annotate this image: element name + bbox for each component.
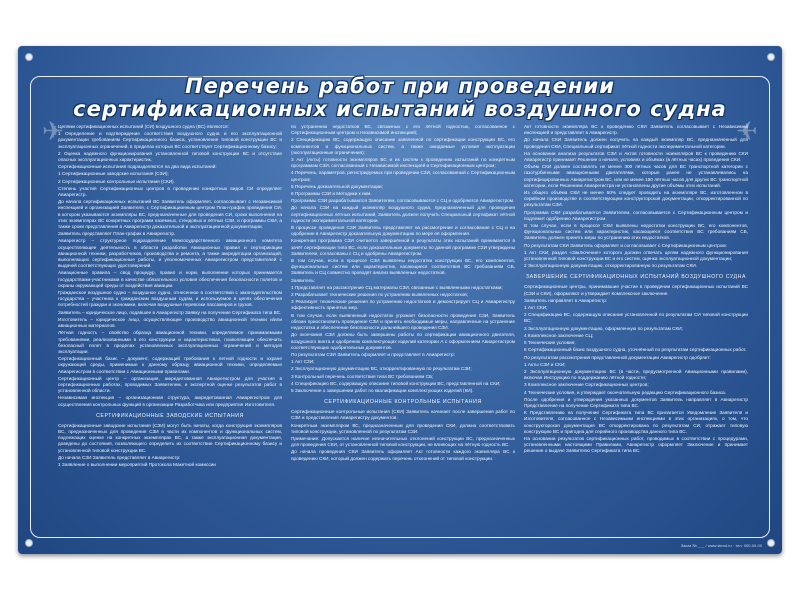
- paragraph: До начала сертификационных испытаний ВС Заявитель оформляет, согласовывает с Независимой инспекцией и организацией Заявителя, с Сертификационным центром План-график проведения СИ, в котором указываются экземпляры ВС, предназначенные для проведения СИ, сроки выполнения на этих экземплярах ВС конкретных программ наземных, стендовых и лётных СЗИ, и программы СКИ, а также сроки представления в Авиарегистр доказательной и эксплуатационной документации.: [58, 199, 282, 230]
- paragraph: 6 Сертификационный базис воздушного судна, уточнённый по результатам сертификационных работ.: [524, 347, 747, 353]
- paragraph: По результатам СКИ Заявитель оформляет и согласовывает с Сертификационным центром:: [524, 242, 727, 248]
- paragraph: 2 Эксплуатационную документацию ВС, откорректированную по результатам СЗИ;: [291, 366, 472, 372]
- paragraph: Сертификационный центр – организация, аккредитованная Авиарегистром для участия в сертификационных работах, проводимых Заявителем, и экспертной оценке результатов работ в установленной области.: [58, 375, 282, 394]
- paragraph: 2 Оценка надежного функционирования установленной типовой конструкции ВС и отсутствие опасных эксплуатационных характеристик.: [58, 150, 282, 163]
- paragraph: 1 Заявление о выполнении мероприятий Протокола Макетной комиссии: [58, 461, 216, 467]
- paragraph: 4 Комплексное заключение СЦ;: [524, 332, 594, 338]
- paragraph: 3 Акт (Акты) готовности экземпляров ВС и их систем к проведению испытаний по конкретным программам СЗИ, согласованный с Независимой инспекцией и Сертификационным центром;: [291, 157, 515, 169]
- paragraph: Степень участия Сертификационных центров в проведении конкретных видов СИ определяет Авиарегистр.: [58, 185, 282, 198]
- paragraph: В том случае, если в процессе СЗИ выявлены недостатки конструкции ВС, его компонентов, функциональных систем или характеристик, касающиеся соответствия ВС требованиям СБ, Заявитель и СЦ совместно проводят анализ выявленных недостатков.: [291, 258, 515, 276]
- paragraph: 2 Эксплуатационную документацию ВС (в части, предусмотренной Авиационными правилами), включая Инструкцию по поддержанию лётной годности;: [524, 368, 748, 381]
- poster-title-line-1: Перечень работ при проведении: [185, 74, 615, 98]
- paragraph: по устранению недостатков ВС, связанных с его лётной годностью, согласованное с Сертификационным центром и Независимой инспекцией;: [291, 124, 515, 136]
- column-right: [524, 124, 748, 528]
- paragraph: 3 Контрольный перечень соответствия типа ВС требованиям СБ;: [291, 373, 434, 379]
- paragraph: До начала проведения СКИ Заявитель оформляет Акт готовности каждого экземпляра ВС к проведению СКИ, который должен содержать перечень отклонений от типовой конструкции.: [291, 449, 515, 461]
- paragraph: 1 Представляет на рассмотрение СЦ материалы СЗИ, связанные с выявленными недостатками;: [291, 284, 503, 290]
- paragraph: На основании результатов сертификационных работ, проводимых в соответствии с процедурами, установленными настоящими Правилами, Авиарегистр оформляет Заключение и принимает решение о выдаче Заявителю Сертификата типа ВС.: [524, 435, 748, 454]
- airplane-icon: ✈: [42, 116, 64, 146]
- paragraph: 2 Спецификацию ВС, содержащую описание заявленной по сертификации конструкции ВС, его компонентов и функциональных систем, а также ожидаемые условия эксплуатации (эксплуатационные ограничения);: [291, 137, 515, 155]
- section-heading: ЗАВЕРШЕНИЕ СЕРТИФИКАЦИОННЫХ ИСПЫТАНИЙ ВОЗДУШНОГО СУДНА: [525, 274, 747, 281]
- paragraph: На основании анализа результатов СЗИ и Актов готовности экземпляров ВС к проведению СКИ Авиарегистр принимает Решение о начале, условиях и объёмах (в лётных часах) проведения СКИ.: [524, 150, 748, 163]
- paragraph: До начала СКИ Заявитель должен получить на каждый экземпляр ВС, предназначенный для проведения СКИ, Специальный сертификат лётной годности экспериментальной категории.: [524, 137, 748, 149]
- paragraph: 1 Акты СЗИ и СКИ;: [524, 361, 566, 367]
- section-heading: СЕРТИФИКАЦИОННЫЕ КОНТРОЛЬНЫЕ ИСПЫТАНИЯ: [324, 399, 482, 406]
- column-left: [58, 124, 282, 528]
- poster-title-line-2: сертификационных испытаний воздушного судна: [73, 97, 727, 121]
- paragraph: Сертификационный базис – документ, содержащий требования к летной годности и охране окружающей среды, применимые к данному образцу авиационной техники, определяемые Авиарегистром в соответствии с Авиационными правилами.: [58, 356, 282, 374]
- paragraph: 1 Сертификационные заводские испытания (СЗИ);: [58, 171, 169, 177]
- paragraph: Акт готовности экземпляра ВС к проведению СКИ Заявитель согласовывает с Независимой инспекцией и представляет в Авиарегистр.: [524, 124, 748, 136]
- paragraph: 5 Заключение о завершении работ по квалификации комплектующих изделий (КИ).: [291, 387, 474, 393]
- paragraph: Программа СКИ разрабатывается Заявителем, согласовывается с Сертификационным центром и подлежит одобрению Авиарегистром.: [524, 209, 748, 221]
- paragraph: В том случае, если в процессе СКИ выявлены недостатки конструкции ВС, его компонентов, функциональных систем или характеристик, касающиеся соответствия ВС требованиям СБ, Заявитель должен принять меры по устранению этих недостатков.: [524, 223, 748, 241]
- paragraph: После одобрения и утверждения указанных документов Заявитель направляет в Авиарегистр Представление на получение Сертификата типа ВС.: [524, 396, 748, 408]
- print-info: Заказ № ___ / www.stend.ru · тел. 000-00-00: [680, 543, 762, 548]
- paragraph: Заявитель:: [291, 277, 316, 283]
- paragraph: Программы СЗИ разрабатываются Заявителем, согласовываются с СЦ и одобряются Авиарегистром.: [291, 198, 515, 204]
- paragraph: Сертификационные центры, принимавшие участие в проведении сертификационных испытаний ВС (СЗИ и СКИ), оформляют и утверждает Комплексное заключение.: [524, 284, 748, 296]
- paragraph: Из общего объёма СКИ не менее 50% следует проводить на экземпляре ВС, изготовленном в серийном производстве и соответствующем конструкторской документации, откорректированной по результатам СЗИ.: [524, 190, 748, 208]
- paragraph: В процессе проведения СЗИ Заявитель представляет на рассмотрение и согласование с СЦ и на одобрение в Авиарегистр доказательную документацию по мере её оформления.: [291, 225, 515, 237]
- paragraph: 1 Акт СЗИ;: [291, 359, 315, 365]
- paragraph: 3 Комплексное заключение Сертификационных центров;: [524, 382, 649, 388]
- paragraph: 6 Программы СЗИ и Методики к ним.: [291, 191, 372, 197]
- paragraph: 2 Сертификационные контрольные испытания (СКИ).: [58, 178, 175, 184]
- paragraph: 2 Разрабатывает технические решения по устранению выявленных недостатков;: [291, 292, 469, 298]
- paragraph: 4 Технические условия, и утверждает окончательную редакцию Сертификационного базиса.: [524, 389, 727, 395]
- paragraph: Изготовитель – юридическое лицо, осуществляющее производство авиационной техники и/или авиационных материалов.: [58, 316, 282, 329]
- paragraph: 5 Перечень доказательной документации;: [291, 183, 383, 189]
- paragraph: Заявитель направляет в Авиарегистр:: [524, 297, 608, 303]
- paragraph: 5 Технические условия;: [524, 340, 576, 346]
- paragraph: Независимая инспекция – организационная структура, аккредитованная Авиарегистром для осуществления контрольных функций в организации Разработчика или предприятия Изготовителя.: [58, 395, 282, 407]
- paragraph: По результатам рассмотрения представленной документации Авиарегистр одобряет:: [524, 354, 711, 360]
- paragraph: 2 Эксплуатационную документацию, откорректированную по результатам СКИ.: [524, 263, 697, 269]
- corner-screw: [25, 539, 33, 547]
- paragraph: Сертификационные заводские испытания (СЗИ) могут быть начаты, когда конструкция экземпляров ВС, предназначенных для проведения СЗИ в части их компонентов и функциональных систем, подлежащих оценке на конкретных экземплярах ВС, а также эксплуатационная документация, доведены до состояния, позволяющего определить их соответствие Сертификационному базису и установленной типовой конструкции ВС.: [58, 422, 282, 453]
- paragraph: Заявитель – юридическое лицо, подавшее в Авиарегистр Заявку на получение Сертификата типа ВС.: [58, 309, 282, 315]
- airplane-icon: ✈: [736, 116, 758, 146]
- paragraph: Лётная годность – свойство образца авиационной техники, определяемое принимаемыми требованиями, реализованными в его конструкции и характеристиках, позволяющее обеспечить безопасный полет в пределах установленных эксплуатационных ограничений и методов эксплуатации.: [58, 330, 282, 354]
- paragraph: Заявитель представляет План-график в Авиарегистр.: [58, 231, 176, 237]
- paragraph: Гражданское воздушное судно – воздушное судно, отнесенное в соответствии с законодательством государства – участника к гражданским воздушным судам, и используемое в целях обеспечения потребностей граждан и экономики, включая воздушные перевозки пассажиров и грузов.: [58, 290, 282, 308]
- paragraph: По результатам СЗИ Заявитель оформляет и представляет в Авиарегистр:: [291, 351, 455, 357]
- paragraph: Авиарегистр – структурное подразделение Межгосударственного авиационного комитета осуществляющее деятельность в области разработки Авиационных правил и сертификации авиационной техники, разработчиков, производства и ремонта, а также аккредитации организаций, выполняющих сертификационные работы, и уполномоченных Авиарегистром представителей с выдачей соответствующих удостоверений.: [58, 238, 282, 269]
- paragraph: 4 Перечень, параметров, регистрируемых при проведении СЗИ, согласованный с Сертификационным центром;: [291, 170, 515, 182]
- paragraph: Авиационные правила – свод процедур, правил и норм, выполнение которых принимается государствами-участниками в качестве обязательного условия обеспечения безопасности полетов и охраны окружающей среды от воздействия авиации.: [58, 270, 282, 288]
- corner-screw: [767, 539, 775, 547]
- paragraph: Примечание: Допускается наличие незначительных отклонений конструкции ВС, предназначенных для проведения СКИ, от установленной типовой конструкции, не влияющих на лётную годность ВС.: [291, 435, 515, 448]
- paragraph: 1 Акт СКИ;: [524, 305, 548, 311]
- paragraph: Конкретным экземпляром ВС, предназначенным для проведения СКИ, должна соответствовать типовой конструкции, установленной по результатам СЗИ.: [291, 422, 515, 434]
- paragraph: 4 Спецификацию ВС, содержащую описание типовой конструкции ВС, представленной на СКИ;: [291, 380, 501, 386]
- corner-screw: [767, 53, 775, 61]
- paragraph: 2 Спецификацию ВС, содержащую описание установленной по результатам СИ типовой конструкции ВС;: [524, 312, 748, 324]
- paragraph: До начала СЗИ на каждый экземпляр воздушного судна, предназначенный для проведения сертификационных лётных испытаний, Заявитель должен получить Специальный сертификат лётной годности экспериментальной категории.: [291, 205, 515, 223]
- paragraph: К Представлению на получение Сертификата типа ВС прилагается Уведомление Заявителя и Изготовителя, согласованное с Независимыми инспекциями в этих организациях, о том, что конструкторская документация ВС откорректирована по результатам СИ, отражает типовую конструкцию ВС и пригодна для серийного производства данного типа ВС.: [524, 410, 748, 434]
- column-middle: [291, 124, 515, 528]
- paragraph: 3 Реализует технические решения по устранению недостатков и демонстрирует СЦ и Авиарегистру эффективность принятых мер.: [291, 299, 515, 311]
- section-heading: СЕРТИФИКАЦИОННЫЕ ЗАВОДСКИЕ ИСПЫТАНИЯ: [96, 412, 244, 419]
- paragraph: До окончания СЗИ должны быть завершены работы по сертификации авиационного двигателя, воздушного винта и одобрению комплектующих изделий категории А с оформлением Авиарегистром соответствующих одобрительных документов.: [291, 332, 515, 350]
- text-columns: [58, 124, 748, 528]
- corner-screw: [25, 53, 33, 61]
- paragraph: Сертификационные контрольные испытания (СКИ) Заявитель начинает после завершения работ по СЗИ и представления Авиарегистру документов.: [291, 409, 515, 421]
- poster-board: [18, 46, 782, 554]
- paragraph: Объём СКИ должен составлять не менее 300 лётных часов для ВС транспортной категории с газотурбинными авиационными двигателями, которые ранее не устанавливались на сертифицированных Авиарегистром ВС, или не менее 150 лётных часов для других ВС транспортной категории, если Решением Авиарегистра не установлены другие объёмы этих испытаний.: [524, 164, 748, 188]
- paragraph: В том случае, если выявленный недостаток угрожает безопасности проведения СЗИ, Заявитель обязан приостановить проведение СЗИ и принять необходимые меры, направленные на устранение недостатка и обеспечение безопасности дальнейшего проведения СЗИ.: [291, 312, 515, 331]
- paragraph: До начала СЗИ Заявитель представляет в Авиарегистр:: [58, 454, 181, 460]
- paragraph: Целями сертификационных испытаний (СИ) воздушного судна (ВС) являются:: [58, 124, 229, 129]
- paragraph: Сертификационные испытания подразделяются на два вида испытаний:: [58, 164, 217, 170]
- paragraph: Конкретная программа СЗИ считается завершённой и результаты этих испытаний принимаются в зачёт сертификации типа ВС, если доказательные документы по данной программе СЗИ утверждены Заявителем, согласованы с СЦ и одобрены Авиарегистром.: [291, 238, 515, 256]
- paragraph: 3 Эксплуатационную документацию, оформленную по результатам СКИ;: [524, 325, 683, 331]
- paragraph: 1 Акт СКИ, раздел «Заключение» которого должен отвечать целям надежного функционирования установленной типовой конструкции ВС и его систем, оценка эксплуатационной документации;: [524, 249, 748, 262]
- paragraph: 1 Определение и подтверждение соответствия воздушного судна и его эксплуатационной документации требованиям Сертификационного базиса, установление типовой конструкции ВС и эксплуатационных ограничений, в пределах которых ВС соответствует Сертификационному базису;: [58, 131, 282, 149]
